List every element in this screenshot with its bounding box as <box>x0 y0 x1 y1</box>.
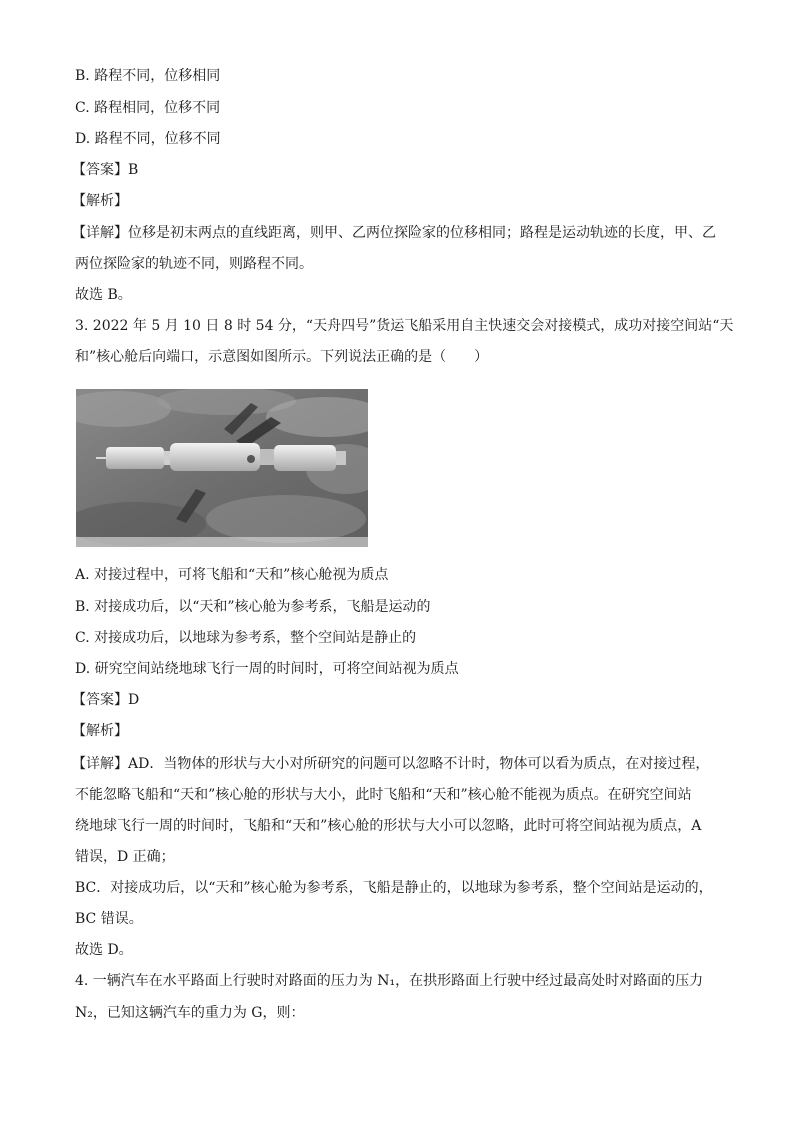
q2-option-b: B. 路程不同，位移相同 <box>75 68 221 84</box>
q3-detail-line-6: BC 错误。 <box>75 911 143 927</box>
q2-conclusion: 故选 B。 <box>75 287 132 303</box>
q2-detail-line-2: 两位探险家的轨迹不同，则路程不同。 <box>75 256 313 272</box>
q2-option-c: C. 路程相同，位移不同 <box>75 100 221 116</box>
q2-answer: 【答案】B <box>72 162 139 178</box>
q2-detail-line-1: 【详解】位移是初末两点的直线距离，则甲、乙两位探险家的位移相同；路程是运动轨迹的长度，甲、乙 <box>72 225 716 241</box>
q3-detail-line-2: 不能忽略飞船和“天和”核心舱的形状与大小，此时飞船和“天和”核心舱不能视为质点。在研究空间站 <box>75 787 692 803</box>
q3-option-a: A. 对接过程中，可将飞船和“天和”核心舱视为质点 <box>75 567 389 583</box>
q3-detail-line-5: BC．对接成功后，以“天和”核心舱为参考系，飞船是静止的，以地球为参考系，整个空间站是运动的， <box>75 880 713 896</box>
space-station-photo-icon <box>76 389 368 547</box>
q3-detail-line-3: 绕地球飞行一周的时间时，飞船和“天和”核心舱的形状与大小可以忽略，此时可将空间站视为质点，A <box>75 818 702 834</box>
q3-detail-line-1: 【详解】AD．当物体的形状与大小对所研究的问题可以忽略不计时，物体可以看为质点，在对接过程， <box>72 756 710 772</box>
q3-option-c: C. 对接成功后，以地球为参考系，整个空间站是静止的 <box>75 630 417 646</box>
q4-stem-line-2: N₂，已知这辆汽车的重力为 G，则： <box>75 1005 305 1021</box>
space-station-photo <box>76 389 368 547</box>
q3-stem-line-2: 和”核心舱后向端口，示意图如图所示。下列说法正确的是（ ） <box>75 349 489 365</box>
q3-option-b: B. 对接成功后，以“天和”核心舱为参考系，飞船是运动的 <box>75 599 431 615</box>
q3-detail-line-4: 错误，D 正确； <box>75 849 175 865</box>
q4-stem-line-1: 4. 一辆汽车在水平路面上行驶时对路面的压力为 N₁，在拱形路面上行驶中经过最高处时对路面的压力 <box>75 973 704 989</box>
q3-conclusion: 故选 D。 <box>75 942 133 958</box>
q3-option-d: D. 研究空间站绕地球飞行一周的时间时，可将空间站视为质点 <box>75 661 459 677</box>
q2-analysis-label: 【解析】 <box>72 193 128 209</box>
q3-stem-line-1: 3. 2022 年 5 月 10 日 8 时 54 分，“天舟四号”货运飞船采用自主快速交会对接模式，成功对接空间站“天 <box>75 318 734 334</box>
q3-analysis-label: 【解析】 <box>72 723 128 739</box>
q3-answer: 【答案】D <box>72 692 140 708</box>
q2-option-d: D. 路程不同，位移不同 <box>75 131 221 147</box>
